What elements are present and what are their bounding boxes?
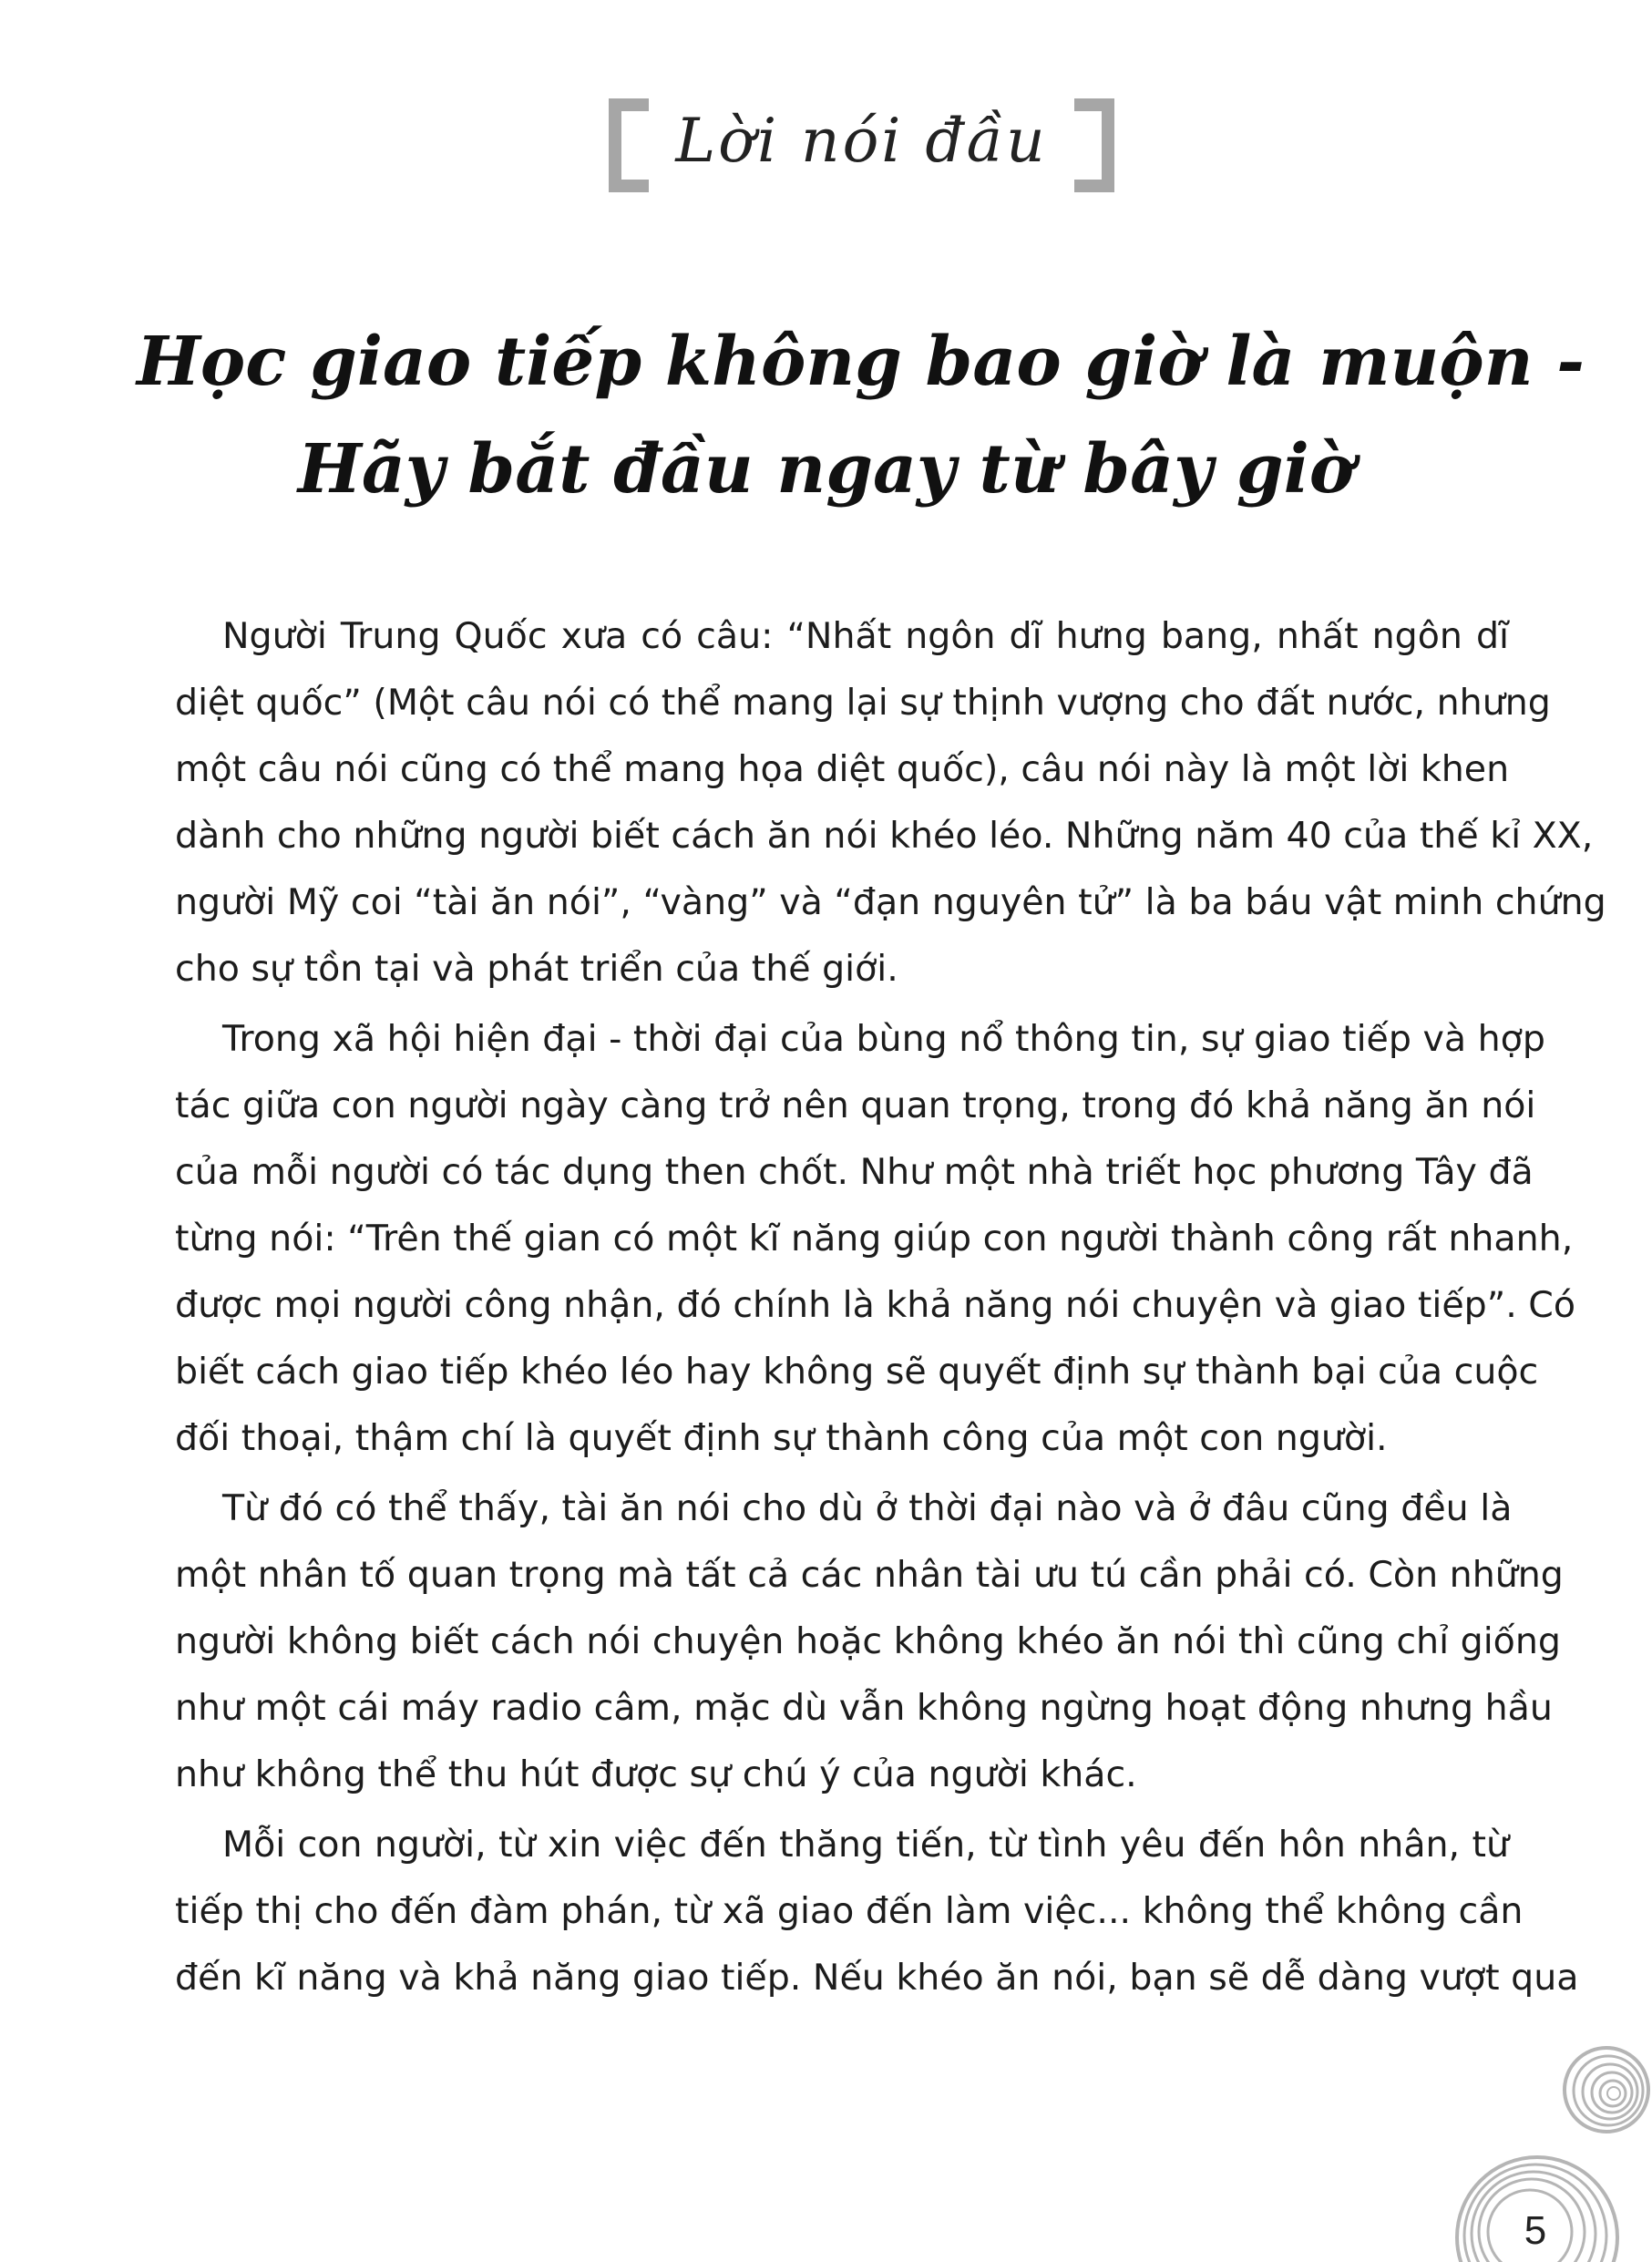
ring-cluster-upper: [1565, 2048, 1648, 2132]
text-line: được mọi người công nhận, đó chính là khả năng nói chuyện và giao tiếp”. Có: [175, 1284, 1576, 1326]
text-line: Từ đó có thể thấy, tài ăn nói cho dù ở thời đại nào và ở đâu cũng đều là: [222, 1487, 1513, 1529]
chapter-title: [137, 308, 1585, 523]
ring: [1600, 2081, 1626, 2106]
text-line: người Mỹ coi “tài ăn nói”, “vàng” và “đạn nguyên tử” là ba báu vật minh chứng: [175, 881, 1606, 923]
body-text: [175, 603, 1606, 2015]
header-bracket-right: [1074, 98, 1114, 192]
text-line: như không thể thu hút được sự chú ý của người khác.: [175, 1753, 1137, 1795]
paragraph-2: [175, 1006, 1576, 1472]
text-line: một nhân tố quan trọng mà tất cả các nhân tài ưu tú cần phải có. Còn những: [175, 1554, 1564, 1596]
paragraph-4: [175, 1812, 1579, 2011]
text-line: tác giữa con người ngày càng trở nên quan trọng, trong đó khả năng ăn nói: [175, 1085, 1536, 1126]
text-line: dành cho những người biết cách ăn nói khéo léo. Những năm 40 của thế kỉ XX,: [175, 815, 1594, 857]
text-line: người không biết cách nói chuyện hoặc không khéo ăn nói thì cũng chỉ giống: [175, 1620, 1561, 1662]
text-line: Người Trung Quốc xưa có câu: “Nhất ngôn dĩ hưng bang, nhất ngôn dĩ: [222, 615, 1509, 657]
text-line: như một cái máy radio câm, mặc dù vẫn không ngừng hoạt động nhưng hầu: [175, 1687, 1553, 1729]
section-header-label: Lời nói đầu: [675, 105, 1048, 176]
text-line: của mỗi người có tác dụng then chốt. Như một nhà triết học phương Tây đã: [175, 1151, 1534, 1193]
text-line: diệt quốc” (Một câu nói có thể mang lại sự thịnh vượng cho đất nước, nhưng: [175, 682, 1551, 724]
paragraph-3: [175, 1475, 1564, 1808]
section-header: [609, 98, 1114, 192]
chapter-title-line-1: Học giao tiếp không bao giờ là muộn -: [137, 323, 1585, 401]
page-number: 5: [1524, 2208, 1547, 2253]
chapter-title-line-2: Hãy bắt đầu ngay từ bây giờ: [297, 430, 1355, 509]
text-line: đến kĩ năng và khả năng giao tiếp. Nếu khéo ăn nói, bạn sẽ dễ dàng vượt qua: [175, 1957, 1579, 1999]
text-line: từng nói: “Trên thế gian có một kĩ năng giúp con người thành công rất nhanh,: [175, 1218, 1574, 1260]
text-line: Trong xã hội hiện đại - thời đại của bùng nổ thông tin, sự giao tiếp và hợp: [222, 1018, 1545, 1060]
text-line: Mỗi con người, từ xin việc đến thăng tiến, từ tình yêu đến hôn nhân, từ: [222, 1824, 1509, 1866]
text-line: một câu nói cũng có thể mang họa diệt quốc), câu nói này là một lời khen: [175, 748, 1510, 790]
paragraph-1: [175, 603, 1606, 1002]
text-line: biết cách giao tiếp khéo léo hay không sẽ quyết định sự thành bại của cuộc: [175, 1351, 1539, 1393]
text-line: tiếp thị cho đến đàm phán, từ xã giao đến làm việc... không thể không cần: [175, 1890, 1524, 1932]
ring: [1607, 2087, 1620, 2100]
text-line: đối thoại, thậm chí là quyết định sự thành công của một con người.: [175, 1417, 1388, 1459]
text-line: cho sự tồn tại và phát triển của thế giới.: [175, 948, 898, 990]
